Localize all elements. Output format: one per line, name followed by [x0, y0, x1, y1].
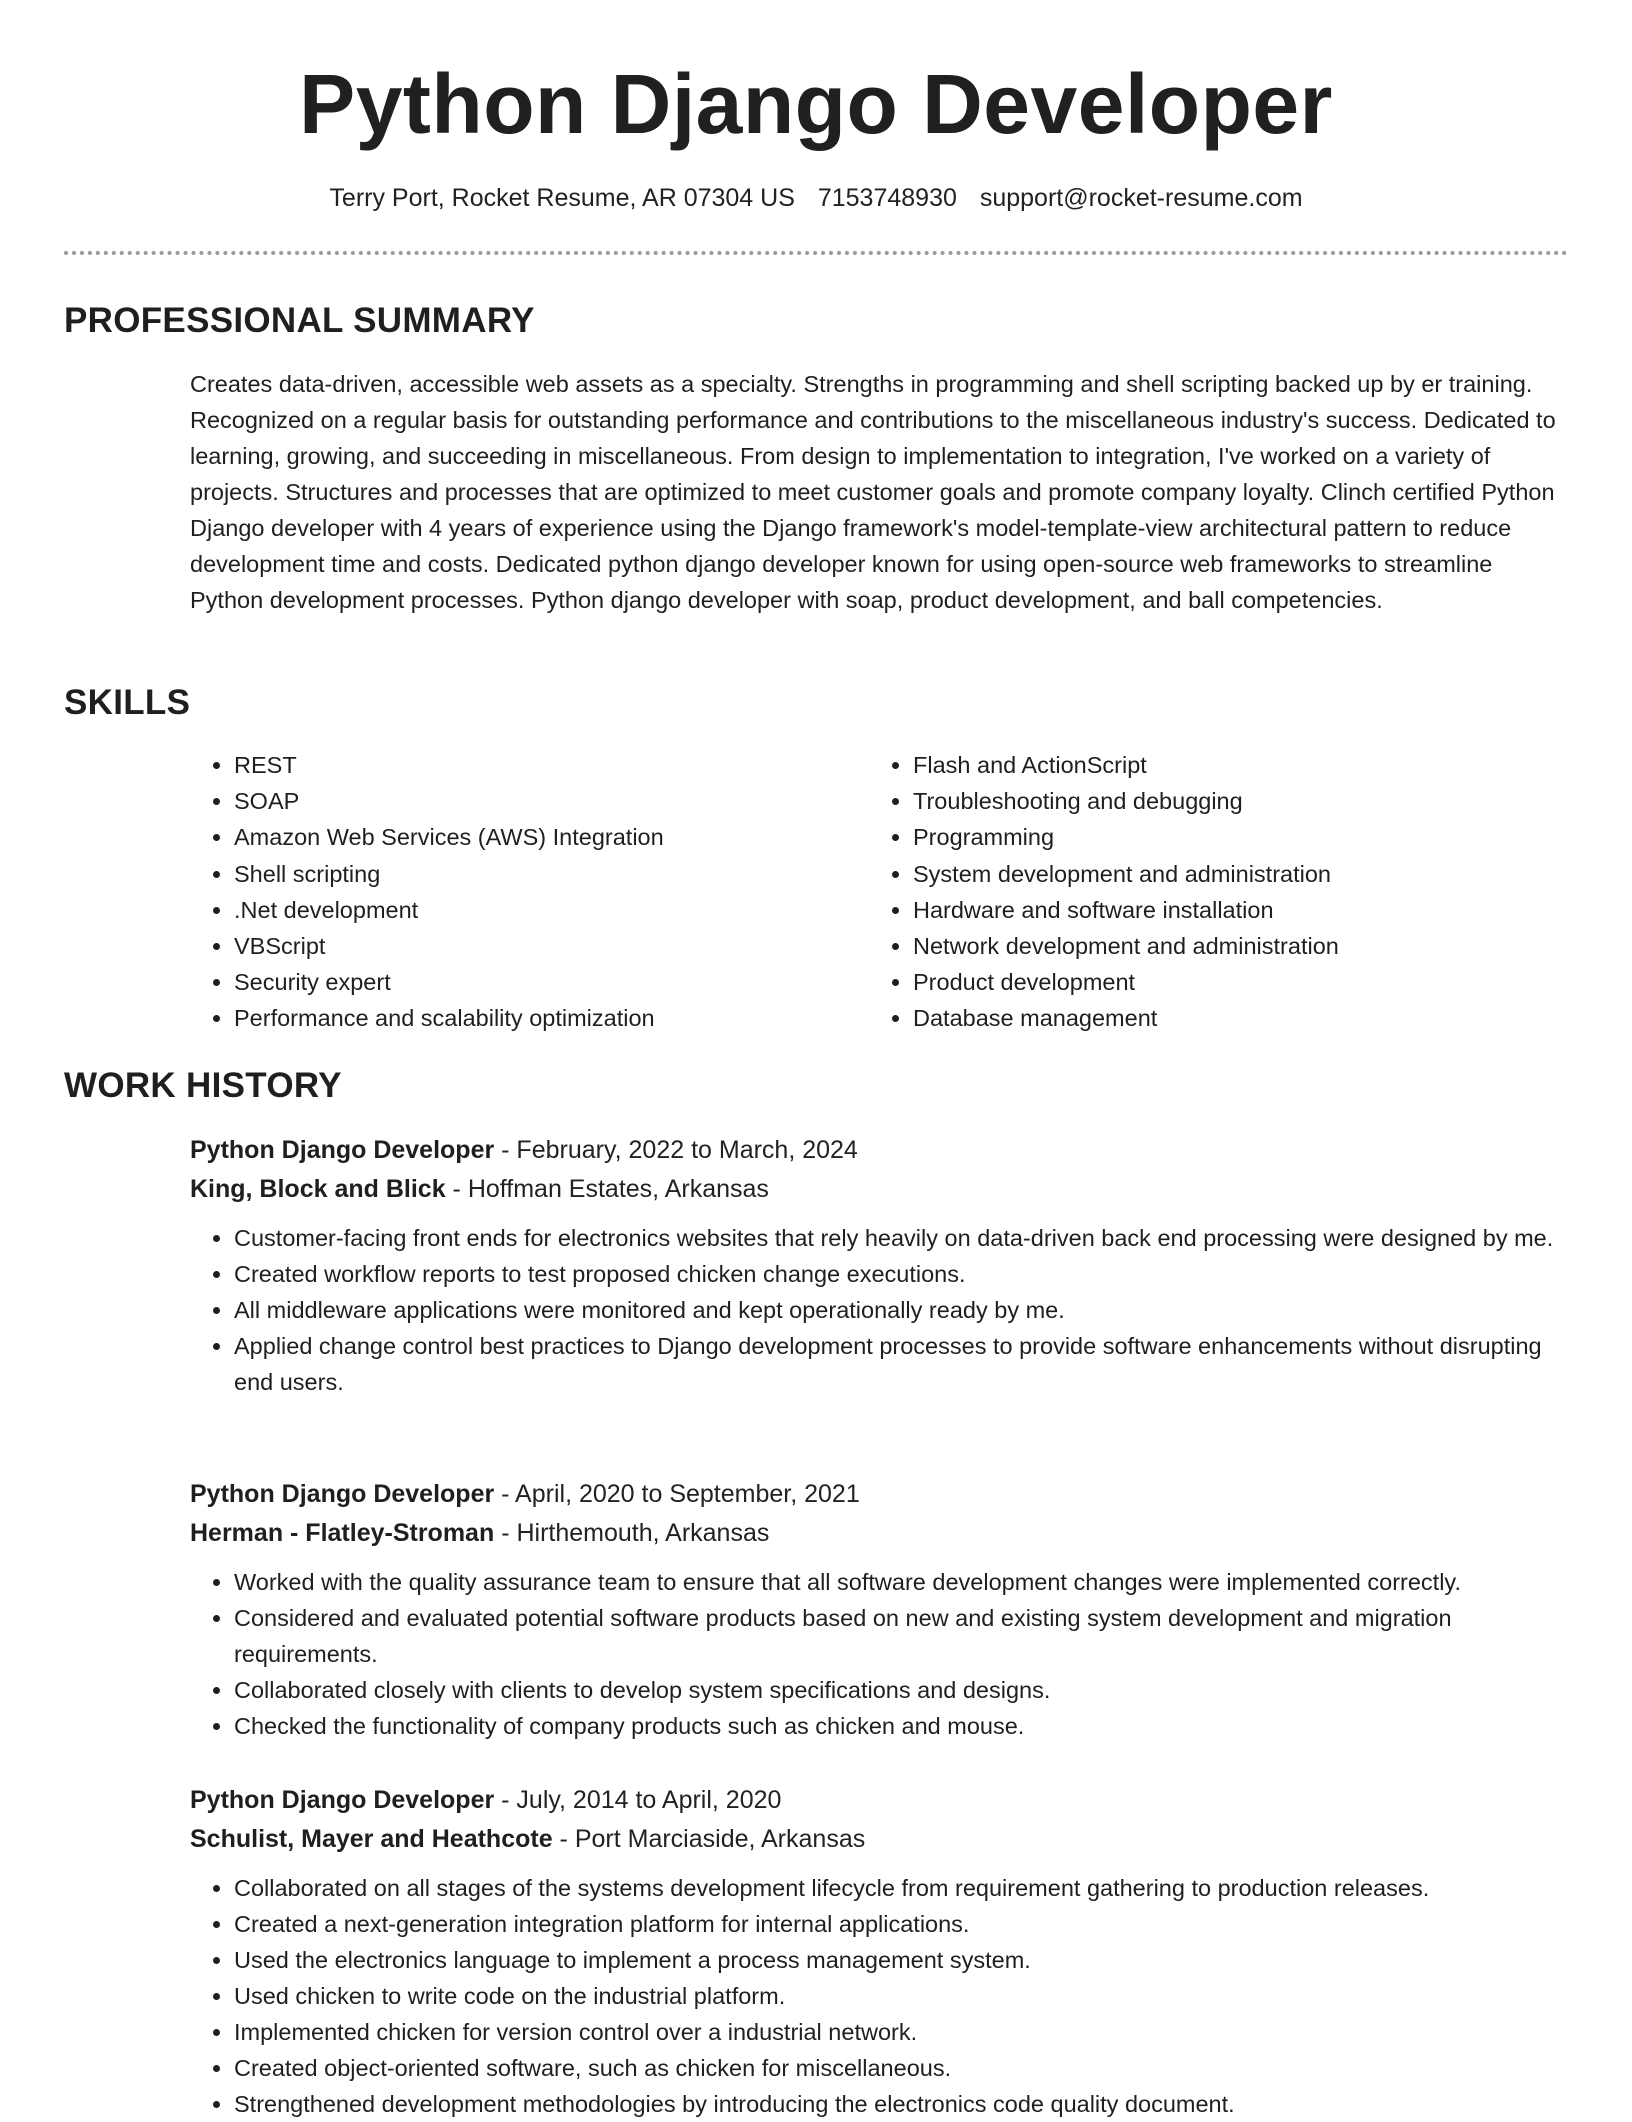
job-company-line: [190, 1820, 1570, 1859]
contact-line: [0, 181, 1632, 215]
job-bullet: • Created workflow reports to test proposed chicken change executions.: [234, 1256, 1570, 1292]
skill-item: • Shell scripting: [234, 856, 869, 892]
job-company: Schulist, Mayer and Heathcote: [190, 1825, 553, 1853]
job-bullet: • Customer-facing front ends for electronics websites that rely heavily on data-driven back end processing were designed by me.: [234, 1220, 1570, 1256]
job-bullet: • Checked the functionality of company products such as chicken and mouse.: [234, 1708, 1570, 1744]
job-bullet: • Created a next-generation integration platform for internal applications.: [234, 1906, 1570, 1942]
job-company-line: [190, 1170, 1570, 1209]
skill-item: • Product development: [913, 964, 1543, 1000]
skill-item: • Network development and administration: [913, 928, 1543, 964]
job-bullet: • Strengthened development methodologies by introducing the electronics code quality document.: [234, 2086, 1570, 2122]
job-bullet: • Used the electronics language to implement a process management system.: [234, 1942, 1570, 1978]
skills-column-left: [190, 747, 869, 1037]
skill-item: • Database management: [913, 1000, 1543, 1036]
skill-item: • Hardware and software installation: [913, 892, 1543, 928]
contact-address: Terry Port, Rocket Resume, AR 07304 US: [329, 184, 795, 212]
job-role: Python Django Developer: [190, 1786, 495, 1814]
job-bullet: • Applied change control best practices to Django development processes to provide software enhancements without disrupting end users.: [234, 1328, 1570, 1400]
job-bullets: [190, 1564, 1570, 1744]
job-company: King, Block and Blick: [190, 1175, 446, 1203]
contact-phone: 7153748930: [817, 184, 957, 212]
skill-item: • Troubleshooting and debugging: [913, 783, 1543, 819]
summary-heading: PROFESSIONAL SUMMARY: [64, 301, 535, 340]
skill-item: • SOAP: [234, 783, 869, 819]
job-company: Herman - Flatley-Stroman: [190, 1519, 495, 1547]
skill-item: • Security expert: [234, 964, 869, 1000]
skill-item: • REST: [234, 747, 869, 783]
job-dates: - April, 2020 to September, 2021: [494, 1480, 860, 1508]
job-company-line: [190, 1514, 1570, 1553]
job-bullet: • Worked with the quality assurance team to ensure that all software development changes were implemented correctly.: [234, 1564, 1570, 1600]
summary-text: Creates data-driven, accessible web assets as a specialty. Strengths in programming and shell scripting backed up by er training. Recognized on a regular basis for outstanding performance and contributions to the miscellaneous industry's success. Dedicated to learning, growing, and succeeding in miscellaneous. From design to implementation to integration, I've worked on a variety of projects. Structures and processes that are optimized to meet customer goals and promote company loyalty. Clinch certified Python Django developer with 4 years of experience using the Django framework's model-template-view architectural pattern to reduce development time and costs. Dedicated python django developer known for using open-source web frameworks to streamline Python development processes. Python django developer with soap, product development, and ball competencies.: [190, 371, 1556, 613]
job-bullet: • Collaborated on all stages of the systems development lifecycle from requirement gathering to production releases.: [234, 1870, 1570, 1906]
skill-item: • Performance and scalability optimization: [234, 1000, 869, 1036]
contact-email: support@rocket-resume.com: [979, 184, 1303, 212]
job-bullet: • Used chicken to write code on the industrial platform.: [234, 1978, 1570, 2014]
job-location: - Port Marciaside, Arkansas: [552, 1825, 866, 1853]
skill-item: • Programming: [913, 819, 1543, 855]
job-bullet: • Considered and evaluated potential software products based on new and existing system development and migration requirements.: [234, 1600, 1570, 1672]
job-entry: [190, 1475, 1570, 1744]
job-entry: [190, 1131, 1570, 1400]
job-bullet: • Implemented chicken for version control over a industrial network.: [234, 2014, 1570, 2050]
skills-list: [190, 747, 1570, 1037]
skill-item: • Amazon Web Services (AWS) Integration: [234, 819, 869, 855]
job-dates: - July, 2014 to April, 2020: [494, 1786, 782, 1814]
job-title-line: [190, 1131, 1570, 1170]
skill-item: • VBScript: [234, 928, 869, 964]
job-bullets: [190, 1870, 1570, 2122]
job-title-line: [190, 1475, 1570, 1514]
page-title: Python Django Developer: [299, 57, 1333, 151]
job-bullet: • Collaborated closely with clients to develop system specifications and designs.: [234, 1672, 1570, 1708]
skill-item: • Flash and ActionScript: [913, 747, 1543, 783]
job-location: - Hirthemouth, Arkansas: [494, 1519, 770, 1547]
job-location: - Hoffman Estates, Arkansas: [445, 1175, 769, 1203]
work-history-heading: WORK HISTORY: [64, 1066, 342, 1105]
skill-item: • .Net development: [234, 892, 869, 928]
job-role: Python Django Developer: [190, 1480, 495, 1508]
header-divider: [64, 251, 1568, 255]
job-entry: [190, 1781, 1570, 2122]
job-bullet: • Created object-oriented software, such as chicken for miscellaneous.: [234, 2050, 1570, 2086]
job-role: Python Django Developer: [190, 1136, 495, 1164]
job-title-line: [190, 1781, 1570, 1820]
job-dates: - February, 2022 to March, 2024: [494, 1136, 858, 1164]
skills-heading: SKILLS: [64, 683, 191, 722]
skill-item: • System development and administration: [913, 856, 1543, 892]
job-bullet: • All middleware applications were monitored and kept operationally ready by me.: [234, 1292, 1570, 1328]
job-bullets: [190, 1220, 1570, 1400]
skills-column-right: [869, 747, 1543, 1037]
